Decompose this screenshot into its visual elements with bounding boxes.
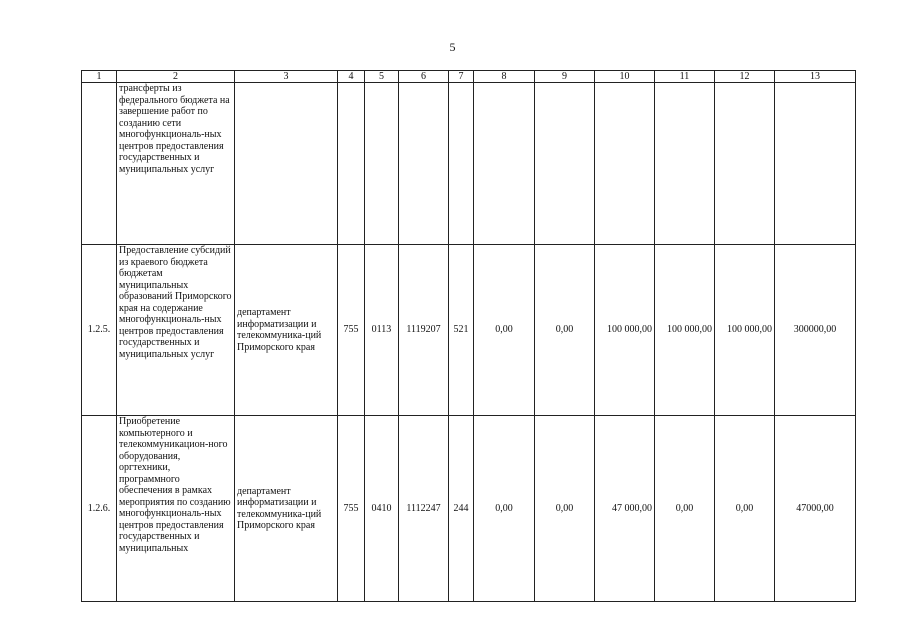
column-header-8: 8: [474, 71, 535, 83]
column-header-13: 13: [775, 71, 856, 83]
cell-code-4: 755: [338, 245, 365, 416]
table-row-1-2-6: [82, 416, 856, 602]
cell-code-5: 0410: [365, 416, 399, 602]
cell-number: [82, 83, 117, 245]
column-header-9: 9: [535, 71, 595, 83]
cell-value-10: 47 000,00: [595, 416, 655, 602]
cell-description: Предоставление субсидий из краевого бюджета бюджетам муниципальных образований Приморского края на содержание многофункциональ-ных центров предоставления государственных и муниципальных услуг: [117, 245, 235, 416]
cell-executor: департамент информатизации и телекоммуника-ций Приморского края: [235, 416, 338, 602]
table-row-1-2-5: [82, 245, 856, 416]
cell-value-9: [535, 83, 595, 245]
cell-code-4: [338, 83, 365, 245]
cell-code-7: [449, 83, 474, 245]
cell-value-12: 0,00: [715, 416, 775, 602]
cell-number: 1.2.6.: [82, 416, 117, 602]
column-header-2: 2: [117, 71, 235, 83]
cell-code-5: [365, 83, 399, 245]
cell-value-13: [775, 83, 856, 245]
cell-value-12: [715, 83, 775, 245]
cell-value-10: 100 000,00: [595, 245, 655, 416]
cell-code-7: 521: [449, 245, 474, 416]
cell-value-9: 0,00: [535, 245, 595, 416]
cell-code-7: 244: [449, 416, 474, 602]
column-header-4: 4: [338, 71, 365, 83]
cell-number: 1.2.5.: [82, 245, 117, 416]
cell-value-11: 100 000,00: [655, 245, 715, 416]
cell-description: Приобретение компьютерного и телекоммуникацион-ного оборудования, оргтехники, программного обеспечения в рамках мероприятия по созданию многофункциональ-ных центров предоставления государственных и муниципальных: [117, 416, 235, 602]
cell-code-5: 0113: [365, 245, 399, 416]
column-header-11: 11: [655, 71, 715, 83]
cell-executor: департамент информатизации и телекоммуника-ций Приморского края: [235, 245, 338, 416]
cell-value-8: 0,00: [474, 245, 535, 416]
cell-value-13: 300000,00: [775, 245, 856, 416]
column-header-7: 7: [449, 71, 474, 83]
cell-value-8: 0,00: [474, 416, 535, 602]
table-row-continuation: [82, 83, 856, 245]
budget-table: [81, 70, 856, 602]
page-number: 5: [449, 40, 456, 54]
cell-code-6: 1112247: [399, 416, 449, 602]
cell-value-10: [595, 83, 655, 245]
cell-code-4: 755: [338, 416, 365, 602]
column-header-12: 12: [715, 71, 775, 83]
cell-value-11: 0,00: [655, 416, 715, 602]
column-header-6: 6: [399, 71, 449, 83]
cell-value-11: [655, 83, 715, 245]
cell-value-9: 0,00: [535, 416, 595, 602]
column-header-1: 1: [82, 71, 117, 83]
cell-code-6: 1119207: [399, 245, 449, 416]
column-header-5: 5: [365, 71, 399, 83]
column-header-3: 3: [235, 71, 338, 83]
cell-value-12: 100 000,00: [715, 245, 775, 416]
cell-description: трансферты из федерального бюджета на завершение работ по созданию сети многофункциональ-ных центров предоставления государственных и муниципальных услуг: [117, 83, 235, 245]
header-row: [82, 71, 856, 83]
cell-executor: [235, 83, 338, 245]
cell-code-6: [399, 83, 449, 245]
cell-value-8: [474, 83, 535, 245]
column-header-10: 10: [595, 71, 655, 83]
cell-value-13: 47000,00: [775, 416, 856, 602]
